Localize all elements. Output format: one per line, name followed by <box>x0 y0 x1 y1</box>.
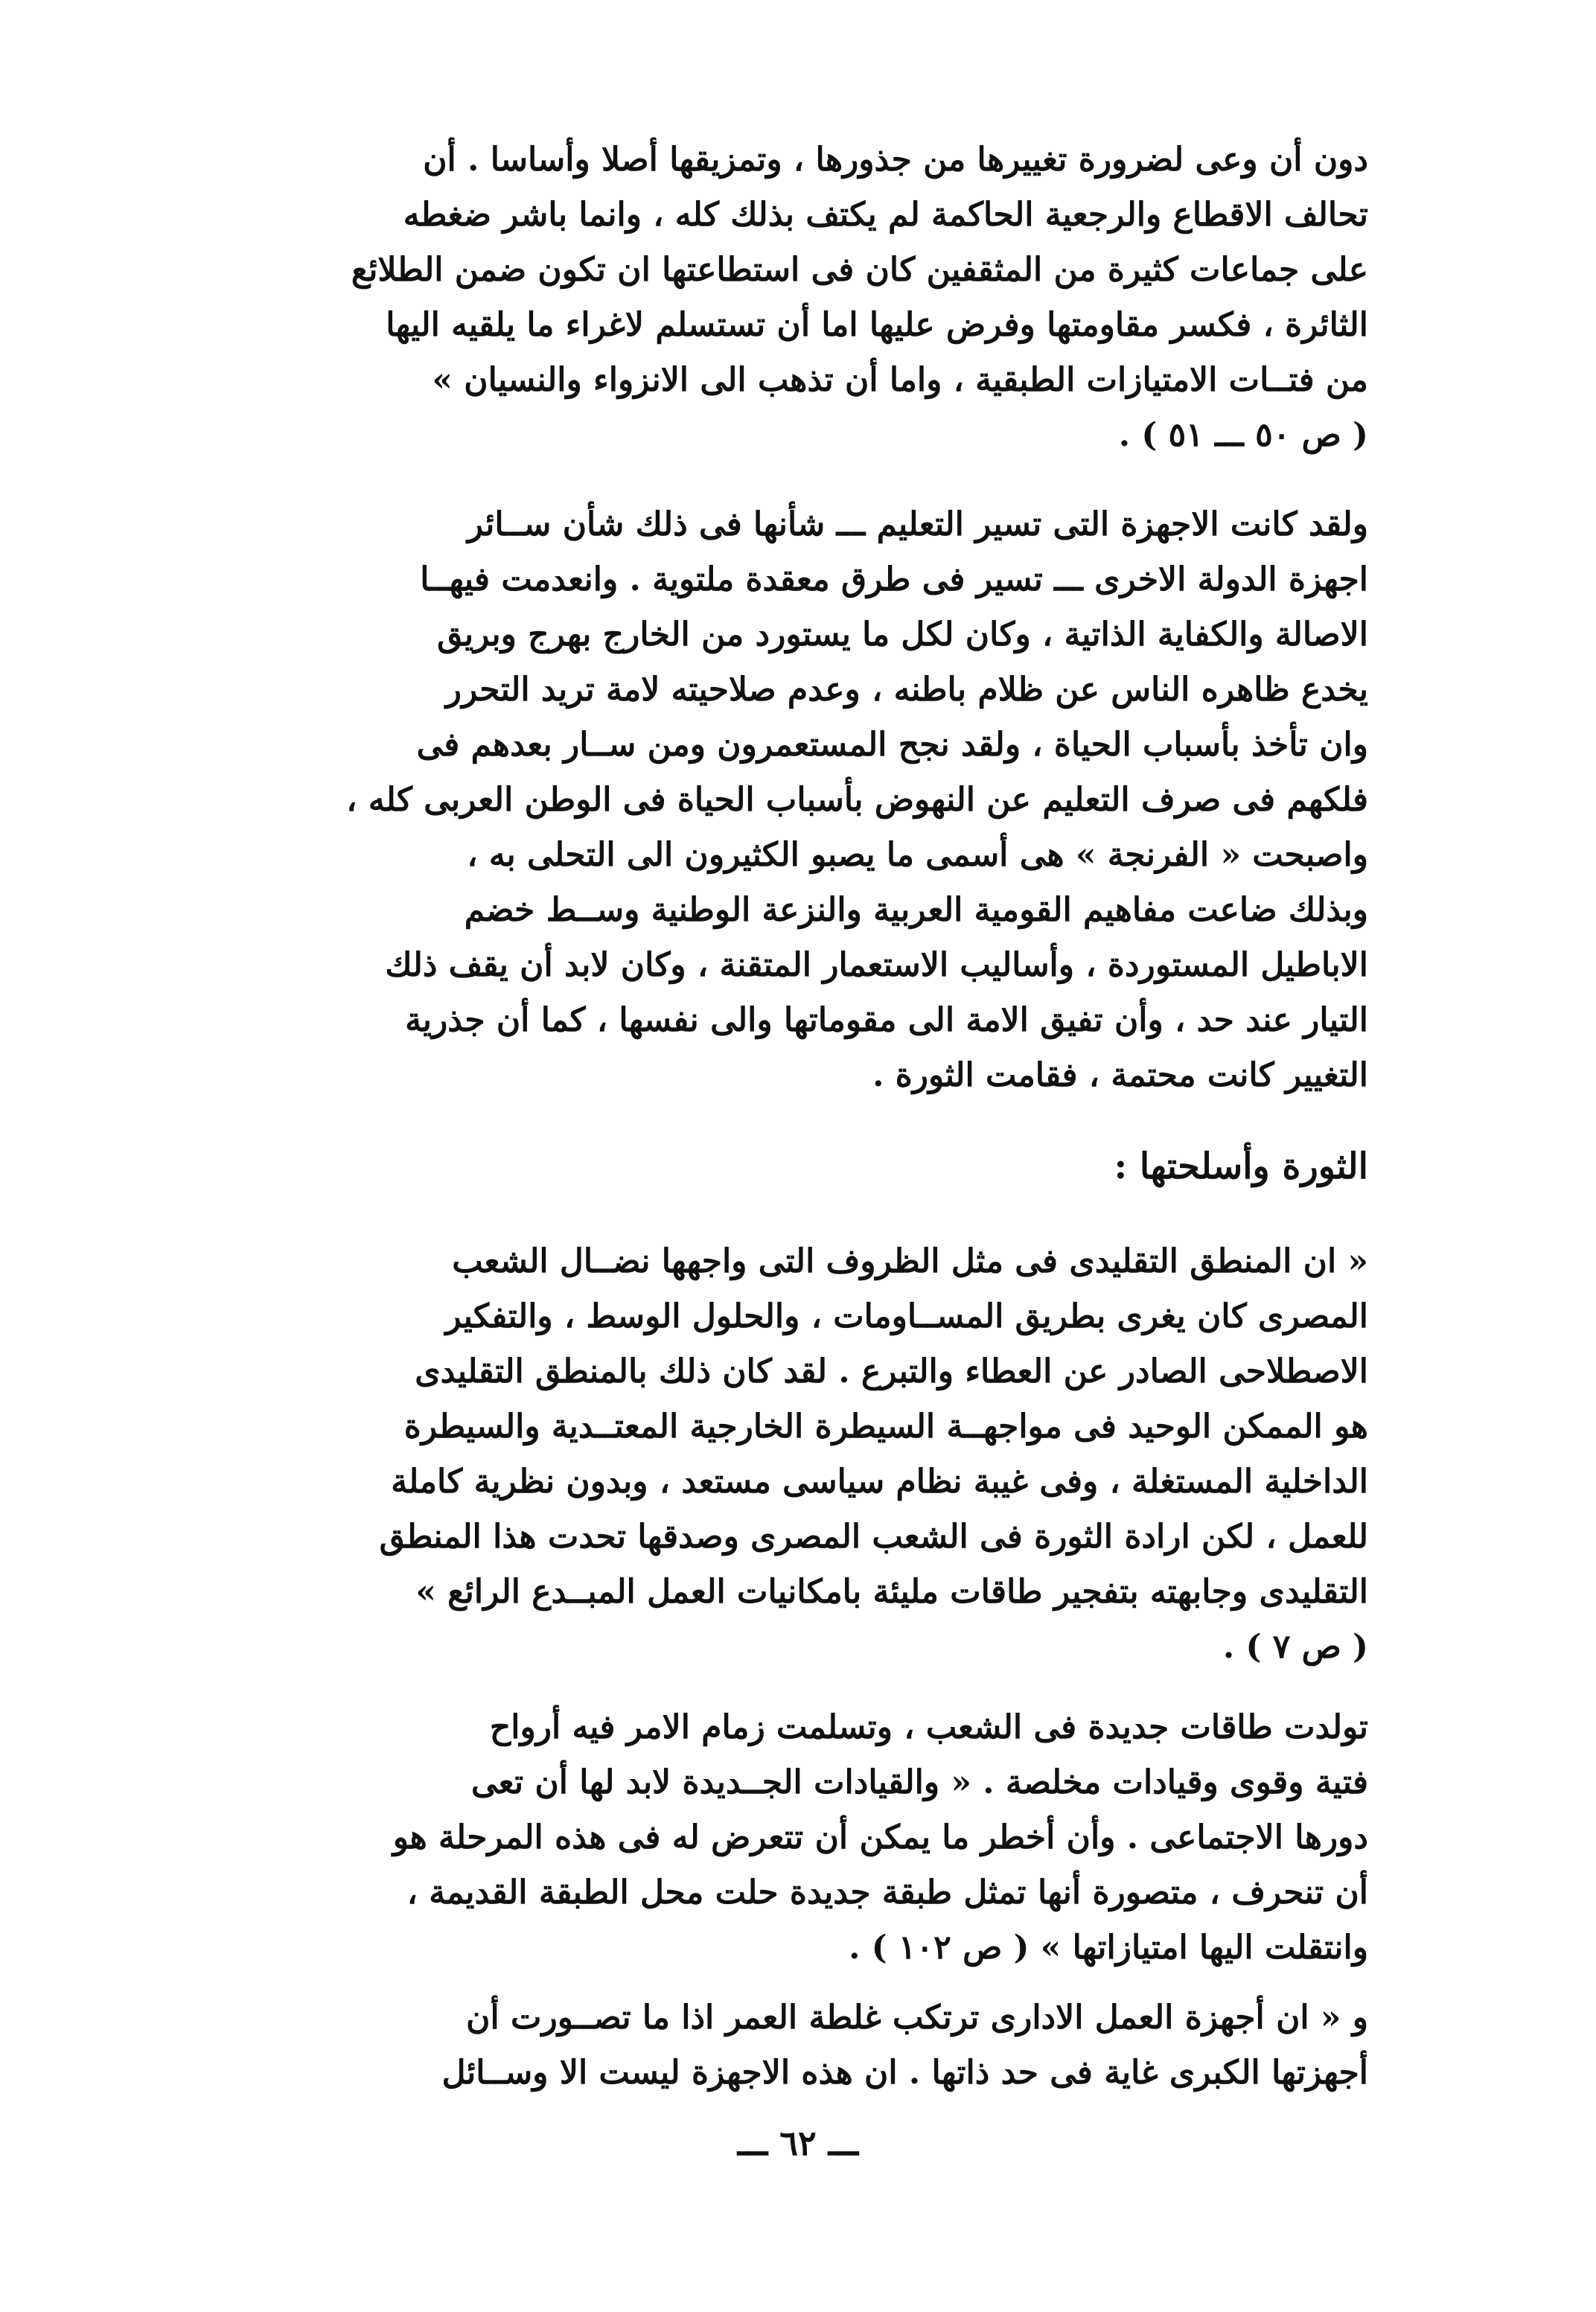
paragraph-line: للعمل ، لكن ارادة الثورة فى الشعب المصرى وصدقها تحدت هذا المنطق <box>379 1518 1368 1556</box>
paragraph-line: دورها الاجتماعى . وأن أخطر ما يمكن أن تتعرض له فى هذه المرحلة هو <box>392 1818 1368 1856</box>
paragraph-line: تحالف الاقطاع والرجعية الحاكمة لم يكتف بذلك كله ، وانما باشر ضغطه <box>403 196 1368 234</box>
paragraph-line: التقليدى وجابهته بتفجير طاقات مليئة بامكانيات العمل المبــدع الرائع » <box>415 1573 1368 1611</box>
paragraph-line: ولقد كانت الاجهزة التى تسير التعليم ـــ شأنها فى ذلك شأن ســائر <box>467 505 1368 543</box>
paragraph-line: من فتــات الامتيازات الطبقية ، واما أن تذهب الى الانزواء والنسيان » <box>432 361 1368 399</box>
paragraph-line: هو الممكن الوحيد فى مواجهــة السيطرة الخارجية المعتــدية والسيطرة <box>403 1408 1368 1446</box>
paragraph-line: وان تأخذ بأسباب الحياة ، ولقد نجح المستعمرون ومن ســار بعدهم فى <box>416 726 1368 764</box>
section-heading <box>237 1139 1368 1194</box>
paragraph-line: واصبحت « الفرنجة » هى أسمى ما يصبو الكثيرون الى التحلى به ، <box>467 836 1368 874</box>
paragraph-line: التيار عند حد ، وأن تفيق الامة الى مقوماتها والى نفسها ، كما أن جذرية <box>405 1001 1368 1039</box>
paragraph-line: الاباطيل المستوردة ، وأساليب الاستعمار المتقنة ، وكان لابد أن يقف ذلك <box>385 946 1368 984</box>
paragraph-line: وبذلك ضاعت مفاهيم القومية العربية والنزعة الوطنية وســط خضم <box>464 891 1368 929</box>
paragraph-line: وانتقلت اليها امتيازاتها » ( ص ١٠٢ ) . <box>849 1929 1368 1967</box>
paragraph-line: أجهزتها الكبرى غاية فى حد ذاتها . ان هذه الاجهزة ليست الا وســائل <box>441 2054 1368 2092</box>
paragraph-line: تولدت طاقات جديدة فى الشعب ، وتسلمت زمام الامر فيه أرواح <box>489 1708 1368 1746</box>
paragraph-line: و « ان أجهزة العمل الادارى ترتكب غلطة العمر اذا ما تصــورت أن <box>466 1999 1368 2037</box>
paragraph-line: المصرى كان يغرى بطريق المســاومات ، والحلول الوسط ، والتفكير <box>445 1297 1368 1335</box>
paragraph-line: فتية وقوى وقيادات مخلصة . « والقيادات الجــديدة لابد لها أن تعى <box>470 1763 1368 1801</box>
paragraph-line: اجهزة الدولة الاخرى ـــ تسير فى طرق معقدة ملتوية . وانعدمت فيهــا <box>420 561 1368 598</box>
paragraph-5 <box>237 1990 1368 2101</box>
paragraph-line: الداخلية المستغلة ، وفى غيبة نظام سياسى مستعد ، وبدون نظرية كاملة <box>391 1463 1368 1501</box>
paragraph-line: دون أن وعى لضرورة تغييرها من جذورها ، وتمزيقها أصلا وأساسا . أن <box>423 141 1368 179</box>
paragraph-line: يخدع ظاهره الناس عن ظلام باطنه ، وعدم صلاحيته لامة تريد التحرر <box>445 671 1368 709</box>
paragraph-line: الثائرة ، فكسر مقاومتها وفرض عليها اما أن تستسلم لاغراء ما يلقيه اليها <box>386 306 1368 344</box>
paragraph-4 <box>237 1700 1368 1976</box>
citation-line: ( ص ٧ ) . <box>1222 1628 1368 1666</box>
paragraph-line: « ان المنطق التقليدى فى مثل الظروف التى واجهها نضــال الشعب <box>452 1242 1368 1280</box>
paragraph-line: التغيير كانت محتمة ، فقامت الثورة . <box>872 1056 1368 1094</box>
paragraph-2 <box>237 497 1368 1103</box>
paragraph-line: على جماعات كثيرة من المثقفين كان فى استطاعتها ان تكون ضمن الطلائع <box>351 251 1368 289</box>
section-heading-text: الثورة وأسلحتها : <box>1114 1146 1368 1187</box>
paragraph-line: أن تنحرف ، متصورة أنها تمثل طبقة جديدة حلت محل الطبقة القديمة ، <box>406 1874 1368 1912</box>
paragraph-line: الاصطلاحى الصادر عن العطاء والتبرع . لقد كان ذلك بالمنطق التقليدى <box>415 1353 1368 1390</box>
citation-line: ( ص ٥٠ ـــ ٥١ ) . <box>1118 416 1368 454</box>
paragraph-3 <box>237 1234 1368 1675</box>
page-number: ـــ ٦٢ ـــ <box>737 2123 859 2163</box>
paragraph-line: الاصالة والكفاية الذاتية ، وكان لكل ما يستورد من الخارج بهرج وبريق <box>437 616 1368 654</box>
paragraph-line: فلكهم فى صرف التعليم عن النهوض بأسباب الحياة فى الوطن العربى كله ، <box>346 781 1368 819</box>
paragraph-1 <box>237 132 1368 463</box>
